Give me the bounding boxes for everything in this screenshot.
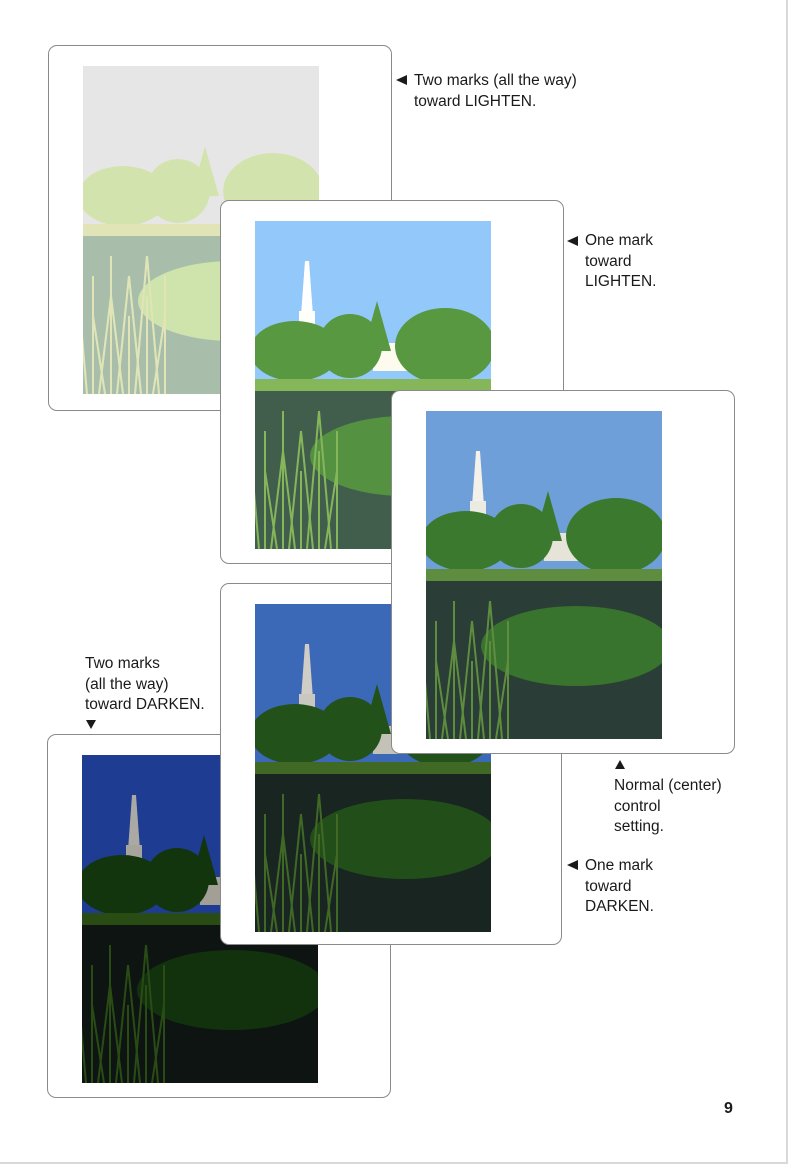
arrow-left-icon bbox=[396, 75, 407, 85]
caption-line: control bbox=[614, 797, 661, 815]
arrow-left-icon bbox=[567, 860, 578, 870]
caption-line: Two marks bbox=[85, 655, 160, 672]
caption-line: toward bbox=[585, 877, 632, 895]
photo-normal-setting bbox=[426, 411, 662, 739]
caption-line: toward LIGHTEN. bbox=[414, 92, 537, 110]
arrow-up-icon bbox=[615, 760, 625, 769]
far-bank bbox=[255, 762, 491, 774]
caption-normal-setting bbox=[614, 776, 722, 838]
caption-line: One mark bbox=[585, 232, 654, 249]
caption-one-mark-lighten bbox=[585, 231, 656, 293]
caption-two-marks-lighten bbox=[414, 71, 577, 112]
caption-line: (all the way) bbox=[85, 675, 169, 693]
caption-line: toward DARKEN. bbox=[85, 696, 205, 713]
far-bank bbox=[426, 569, 662, 581]
caption-line: setting. bbox=[614, 818, 664, 835]
arrow-left-icon bbox=[567, 236, 578, 246]
caption-one-mark-darken bbox=[585, 856, 654, 918]
tree-cluster bbox=[395, 308, 491, 384]
caption-line: Normal (center) bbox=[614, 777, 722, 794]
caption-line: LIGHTEN. bbox=[585, 273, 657, 290]
caption-line: toward bbox=[585, 252, 632, 270]
landscape-photo bbox=[426, 411, 662, 739]
print-normal-setting bbox=[391, 390, 735, 754]
tree-cluster bbox=[566, 498, 662, 574]
caption-line: Two marks (all the way) bbox=[414, 72, 577, 89]
caption-two-marks-darken bbox=[85, 654, 205, 716]
page-number: 9 bbox=[724, 1100, 733, 1117]
caption-line: DARKEN. bbox=[585, 898, 654, 915]
caption-line: One mark bbox=[585, 857, 654, 874]
arrow-down-icon bbox=[86, 720, 96, 729]
